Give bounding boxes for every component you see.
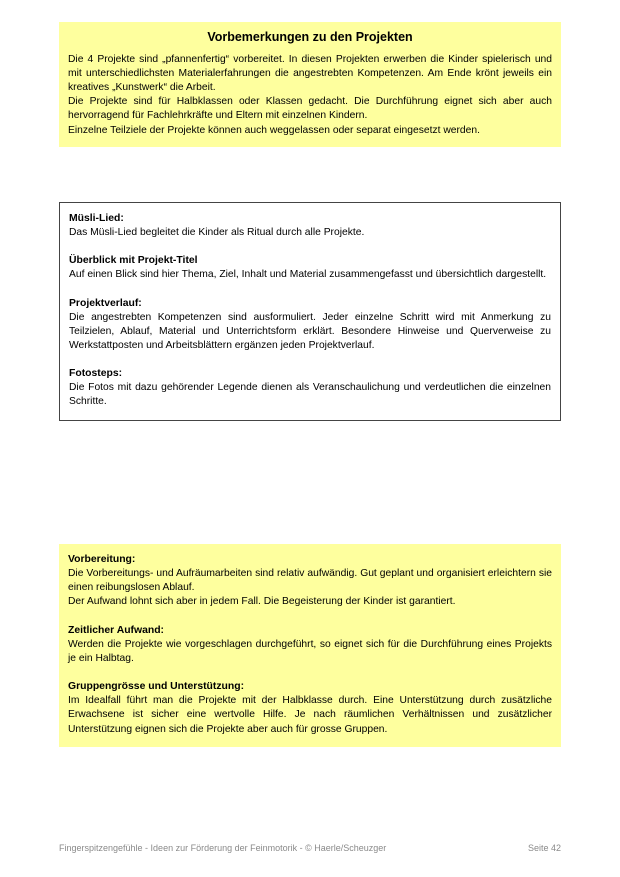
section-heading: Projektverlauf: (69, 297, 142, 309)
outline-section-ueberblick (69, 254, 551, 282)
intro-paragraph-1: Die 4 Projekte sind „pfannenfertig“ vorbereitet. In diesen Projekten erwerben die Kinder spielerisch und mit unterschiedlichsten Materialerfahrungen die angestrebten Kompetenzen. Am Ende krönt jeweils ein kreatives „Kunstwerk“ die Arbeit. (68, 53, 552, 94)
section-heading: Vorbereitung: (68, 554, 136, 565)
prep-section-zeitlicher-aufwand (68, 624, 552, 666)
section-body: Auf einen Blick sind hier Thema, Ziel, Inhalt und Material zusammengefasst und übersichtlich dargestellt. (69, 269, 547, 281)
footer-credit: Fingerspitzengefühle - Ideen zur Förderung der Feinmotorik - © Haerle/Scheuzger (59, 843, 387, 853)
section-heading: Gruppengrösse und Unterstützung: (68, 681, 245, 693)
spacer (69, 240, 551, 254)
section-body-2: Der Aufwand lohnt sich aber in jedem Fall. Die Begeisterung der Kinder ist garantiert. (68, 596, 456, 608)
intro-highlight-box (59, 22, 561, 147)
section-body: Die angestrebten Kompetenzen sind ausformuliert. Jeder einzelne Schritt wird mit Anmerkung zu Teilzielen, Ablauf, Material und Unterrichtsform erklärt. Besondere Hinweise und Querverweise zu Werkstattposten und Arbeitsblättern ergänzen jeden Projektverlauf. (69, 311, 551, 351)
page-footer (59, 843, 561, 853)
section-body: Die Vorbereitungs- und Aufräumarbeiten sind relativ aufwändig. Gut geplant und organisiert erleichtern sie einen reibungslosen Ablauf. (68, 568, 552, 594)
outline-section-projektverlauf (69, 297, 551, 354)
outline-section-fotosteps (69, 367, 551, 409)
section-heading: Zeitlicher Aufwand: (68, 624, 165, 636)
section-body: Werden die Projekte wie vorgeschlagen durchgeführt, so eignet sich für die Durchführung eines Projekts je ein Halbtag. (68, 638, 552, 664)
prep-section-vorbereitung (68, 553, 552, 610)
intro-title: Vorbemerkungen zu den Projekten (207, 30, 413, 44)
intro-paragraph-2: Die Projekte sind für Halbklassen oder Klassen gedacht. Die Durchführung eignet sich aber auch hervorragend für Fachlehrkräfte und Eltern mit einzelnen Kindern. (68, 96, 552, 122)
section-heading: Überblick mit Projekt-Titel (69, 255, 198, 267)
section-body: Die Fotos mit dazu gehörender Legende dienen als Veranschaulichung und verdeutlichen die einzelnen Schritte. (69, 382, 551, 408)
section-heading: Müsli-Lied: (69, 213, 124, 224)
prep-section-gruppengroesse (68, 680, 552, 737)
spacer (68, 610, 552, 624)
spacer (68, 666, 552, 680)
section-body: Das Müsli-Lied begleitet die Kinder als Ritual durch alle Projekte. (69, 227, 365, 239)
footer-page-number: Seite 42 (527, 843, 561, 853)
outline-box (59, 202, 561, 421)
intro-paragraph-3: Einzelne Teilziele der Projekte können auch weggelassen oder separat eingesetzt werden. (68, 124, 480, 136)
section-heading: Fotosteps: (69, 368, 123, 380)
preparation-highlight-box (59, 544, 561, 747)
spacer (69, 353, 551, 367)
outline-section-muesli-lied (69, 212, 551, 240)
section-body: Im Idealfall führt man die Projekte mit der Halbklasse durch. Eine Unterstützung durch zusätzliche Erwachsene ist sicher eine wertvolle Hilfe. Je nach räumlichen Verhältnissen und zusätzlicher Unterstützung eignen sich die Projekte aber auch für grosse Gruppen. (68, 695, 552, 735)
spacer (69, 283, 551, 297)
